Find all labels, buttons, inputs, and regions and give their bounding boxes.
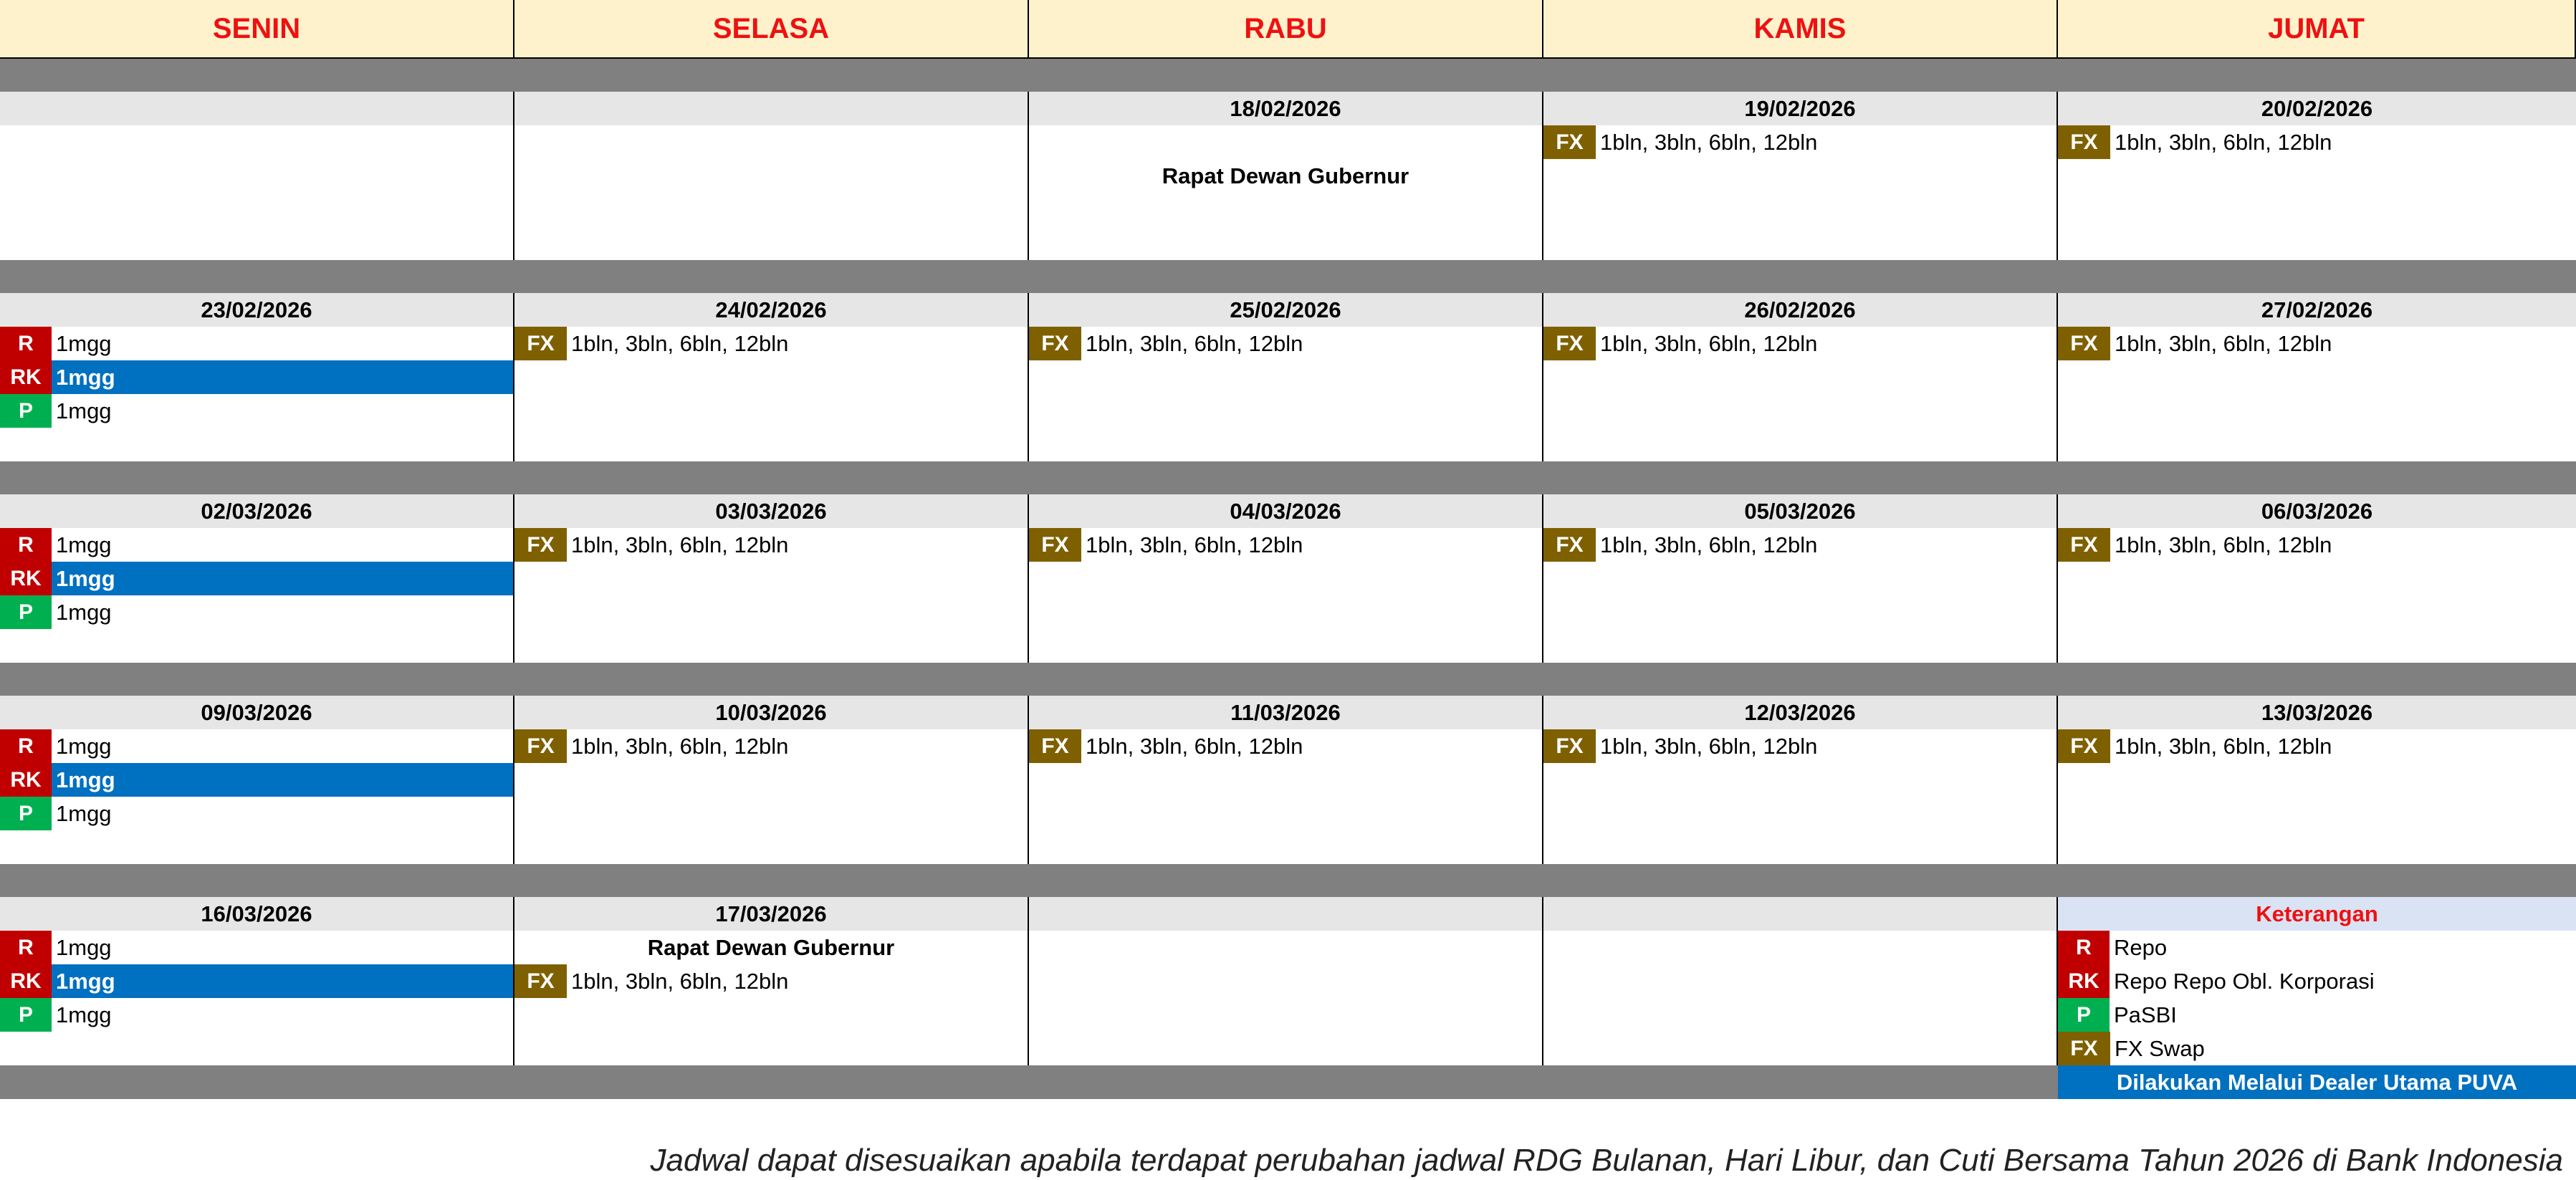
pasbi-row — [0, 394, 513, 428]
header-jumat: JUMAT — [2058, 0, 2576, 59]
repo-korporasi-row — [0, 360, 513, 394]
fx-swap-row — [514, 528, 1028, 562]
repo-row — [0, 528, 513, 562]
pasbi-tenor: 1mgg — [56, 599, 112, 625]
fx-swap-row — [514, 729, 1028, 763]
fx-badge: FX — [1543, 125, 1596, 159]
rk-badge: RK — [0, 562, 52, 595]
day-cell — [2058, 125, 2576, 260]
repo-row — [0, 729, 513, 763]
week-separator — [0, 260, 2576, 293]
fx-tenor: 1bln, 3bln, 6bln, 12bln — [1600, 330, 1818, 356]
rk-tenor: 1mgg — [56, 565, 115, 591]
repo-tenor: 1mgg — [56, 733, 112, 759]
legend-note: Dilakukan Melalui Dealer Utama PUVA — [2058, 1065, 2576, 1099]
fx-badge: FX — [514, 964, 567, 998]
date-cell — [1029, 897, 1543, 931]
repo-badge: R — [0, 931, 52, 964]
repo-badge: R — [0, 327, 52, 360]
footnote: Jadwal dapat disesuaikan apabila terdapat perubahan jadwal RDG Bulanan, Hari Libur, dan Cuti Bersama Tahun 2026 di Bank Indonesia — [650, 1143, 2563, 1178]
fx-swap-row — [2058, 729, 2576, 763]
fx-swap-row — [1543, 125, 2057, 159]
fx-badge: FX — [1543, 729, 1596, 763]
repo-badge: R — [2058, 931, 2110, 964]
repo-row — [0, 327, 513, 360]
fx-tenor: 1bln, 3bln, 6bln, 12bln — [2115, 532, 2332, 557]
fx-swap-row — [1543, 327, 2057, 360]
pasbi-badge: P — [0, 998, 52, 1032]
repo-korporasi-row — [0, 763, 513, 797]
fx-badge: FX — [2058, 125, 2110, 159]
date-cell: 20/02/2026 — [2058, 92, 2576, 125]
fx-tenor: 1bln, 3bln, 6bln, 12bln — [2115, 129, 2332, 155]
fx-tenor: 1bln, 3bln, 6bln, 12bln — [571, 733, 789, 759]
day-cell — [514, 931, 1029, 1065]
pasbi-row — [0, 595, 513, 629]
fx-tenor: 1bln, 3bln, 6bln, 12bln — [1600, 532, 1818, 557]
rk-badge: RK — [0, 763, 52, 797]
fx-tenor: 1bln, 3bln, 6bln, 12bln — [571, 330, 789, 356]
fx-badge: FX — [1029, 729, 1081, 763]
date-cell: 24/02/2026 — [514, 293, 1029, 327]
fx-swap-row — [1029, 528, 1542, 562]
day-cell — [0, 125, 514, 260]
legend-label: Repo Repo Obl. Korporasi — [2114, 968, 2375, 994]
repo-korporasi-row — [0, 964, 513, 998]
date-cell: 25/02/2026 — [1029, 293, 1543, 327]
fx-swap-row — [2058, 327, 2576, 360]
day-cell — [1029, 327, 1543, 461]
day-cell — [1543, 729, 2058, 864]
legend-item — [2058, 1032, 2576, 1065]
date-cell: 04/03/2026 — [1029, 494, 1543, 528]
day-cell — [514, 125, 1029, 260]
date-cell: 23/02/2026 — [0, 293, 514, 327]
repo-tenor: 1mgg — [56, 934, 112, 960]
day-cell — [514, 327, 1029, 461]
pasbi-row — [0, 998, 513, 1032]
fx-badge: FX — [2058, 327, 2110, 360]
fx-swap-row — [1029, 729, 1542, 763]
date-cell: 27/02/2026 — [2058, 293, 2576, 327]
date-cell: 12/03/2026 — [1543, 696, 2058, 729]
fx-badge: FX — [1029, 327, 1081, 360]
fx-tenor: 1bln, 3bln, 6bln, 12bln — [571, 968, 789, 994]
fx-swap-row — [1543, 528, 2057, 562]
fx-tenor: 1bln, 3bln, 6bln, 12bln — [2115, 733, 2332, 759]
legend-panel — [2058, 931, 2576, 1095]
fx-swap-row — [2058, 528, 2576, 562]
rk-badge: RK — [2058, 964, 2110, 998]
header-senin: SENIN — [0, 0, 514, 59]
fx-badge: FX — [514, 528, 567, 562]
pasbi-row — [0, 797, 513, 830]
fx-tenor: 1bln, 3bln, 6bln, 12bln — [1600, 129, 1818, 155]
date-cell: 19/02/2026 — [1543, 92, 2058, 125]
day-cell — [1543, 528, 2058, 663]
date-cell: 03/03/2026 — [514, 494, 1029, 528]
legend-item — [2058, 931, 2576, 964]
day-cell — [0, 327, 514, 461]
day-cell — [514, 528, 1029, 663]
week-separator — [0, 663, 2576, 696]
pasbi-tenor: 1mgg — [56, 398, 112, 423]
fx-swap-row — [514, 964, 1028, 998]
fx-badge: FX — [2058, 528, 2110, 562]
fx-swap-row — [1029, 327, 1542, 360]
pasbi-badge: P — [0, 394, 52, 428]
date-cell: 11/03/2026 — [1029, 696, 1543, 729]
day-cell — [1029, 931, 1543, 1065]
header-selasa: SELASA — [514, 0, 1029, 59]
date-cell: 09/03/2026 — [0, 696, 514, 729]
fx-badge: FX — [2058, 1032, 2110, 1065]
day-cell — [0, 931, 514, 1065]
fx-tenor: 1bln, 3bln, 6bln, 12bln — [571, 532, 789, 557]
legend-item — [2058, 964, 2576, 998]
fx-tenor: 1bln, 3bln, 6bln, 12bln — [1086, 532, 1303, 557]
day-cell — [2058, 729, 2576, 864]
week-separator — [0, 864, 2576, 897]
day-cell — [2058, 528, 2576, 663]
date-cell — [514, 92, 1029, 125]
rk-tenor: 1mgg — [56, 767, 115, 792]
rk-badge: RK — [0, 360, 52, 394]
repo-tenor: 1mgg — [56, 330, 112, 356]
day-cell — [1543, 327, 2058, 461]
day-cell — [514, 729, 1029, 864]
day-cell — [1029, 125, 1543, 260]
rk-tenor: 1mgg — [56, 968, 115, 994]
fx-tenor: 1bln, 3bln, 6bln, 12bln — [1086, 733, 1303, 759]
pasbi-badge: P — [0, 797, 52, 830]
rk-badge: RK — [0, 964, 52, 998]
date-cell: 18/02/2026 — [1029, 92, 1543, 125]
date-cell: 06/03/2026 — [2058, 494, 2576, 528]
pasbi-badge: P — [2058, 998, 2110, 1032]
day-cell — [0, 729, 514, 864]
day-cell — [2058, 327, 2576, 461]
fx-swap-row — [514, 327, 1028, 360]
legend-label: Repo — [2114, 934, 2168, 960]
repo-badge: R — [0, 729, 52, 763]
pasbi-tenor: 1mgg — [56, 800, 112, 826]
repo-row — [0, 931, 513, 964]
date-cell: 26/02/2026 — [1543, 293, 2058, 327]
repo-korporasi-row — [0, 562, 513, 595]
fx-badge: FX — [1543, 327, 1596, 360]
day-cell — [0, 528, 514, 663]
repo-tenor: 1mgg — [56, 532, 112, 557]
week-separator — [0, 59, 2576, 92]
rk-tenor: 1mgg — [56, 364, 115, 390]
date-cell: 02/03/2026 — [0, 494, 514, 528]
day-cell — [1543, 931, 2058, 1065]
header-rabu: RABU — [1029, 0, 1543, 59]
date-cell: 16/03/2026 — [0, 897, 514, 931]
fx-tenor: 1bln, 3bln, 6bln, 12bln — [2115, 330, 2332, 356]
header-kamis: KAMIS — [1543, 0, 2058, 59]
fx-swap-row — [1543, 729, 2057, 763]
date-cell — [1543, 897, 2058, 931]
legend-label: FX Swap — [2115, 1035, 2205, 1061]
date-cell — [0, 92, 514, 125]
fx-badge: FX — [1543, 528, 1596, 562]
repo-badge: R — [0, 528, 52, 562]
date-cell: 05/03/2026 — [1543, 494, 2058, 528]
pasbi-badge: P — [0, 595, 52, 629]
pasbi-tenor: 1mgg — [56, 1002, 112, 1027]
legend-title: Keterangan — [2058, 897, 2576, 931]
week-separator — [0, 461, 2576, 494]
date-cell: 10/03/2026 — [514, 696, 1029, 729]
day-cell — [1543, 125, 2058, 260]
legend-item — [2058, 998, 2576, 1032]
fx-badge: FX — [514, 729, 567, 763]
rdg-meeting-label: Rapat Dewan Gubernur — [1162, 163, 1409, 188]
fx-badge: FX — [514, 327, 567, 360]
legend-label: PaSBI — [2114, 1002, 2177, 1027]
fx-swap-row — [2058, 125, 2576, 159]
fx-tenor: 1bln, 3bln, 6bln, 12bln — [1600, 733, 1818, 759]
date-cell: 17/03/2026 — [514, 897, 1029, 931]
day-cell — [1029, 528, 1543, 663]
fx-badge: FX — [2058, 729, 2110, 763]
rdg-meeting-label: Rapat Dewan Gubernur — [647, 935, 895, 960]
date-cell: 13/03/2026 — [2058, 696, 2576, 729]
fx-badge: FX — [1029, 528, 1081, 562]
fx-tenor: 1bln, 3bln, 6bln, 12bln — [1086, 330, 1303, 356]
day-cell — [1029, 729, 1543, 864]
